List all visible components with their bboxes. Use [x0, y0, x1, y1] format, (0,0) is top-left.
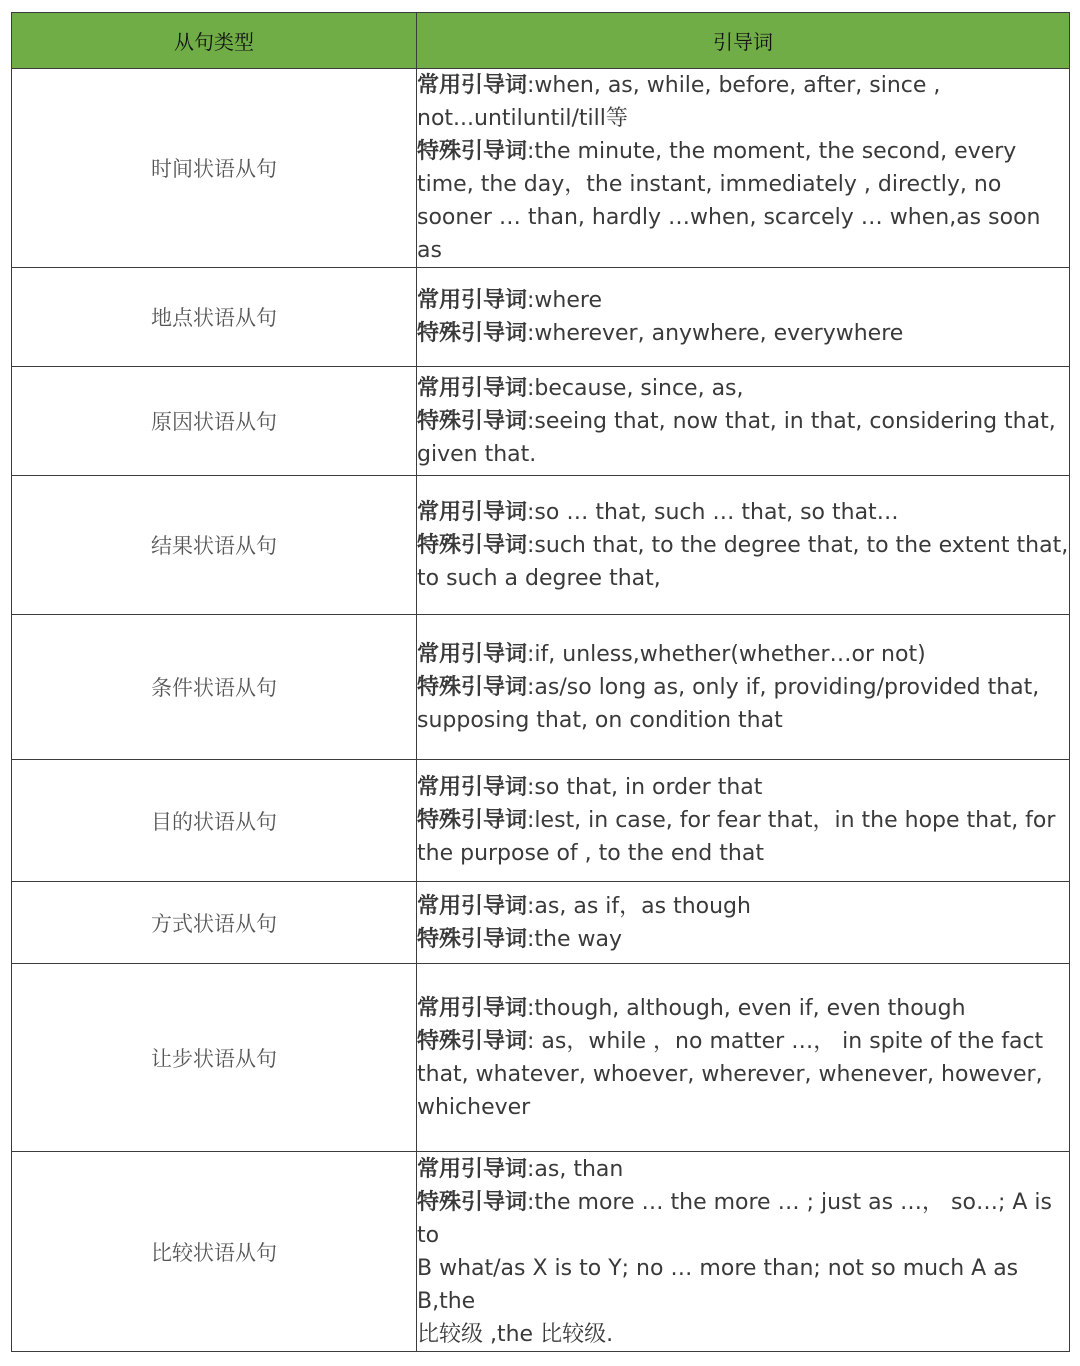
- clause-type-cell: 让步状语从句: [12, 964, 417, 1152]
- conjunction-label: 特殊引导词: [417, 674, 528, 700]
- conjunction-line: [417, 201, 1069, 267]
- conjunction-line: [417, 638, 1069, 671]
- clause-type-cell: 方式状语从句: [12, 882, 417, 964]
- conjunction-label: 特殊引导词: [417, 321, 528, 346]
- clause-type-cell: 目的状语从句: [12, 760, 417, 882]
- conjunction-line: [417, 69, 1069, 102]
- conjunction-label: 常用引导词: [417, 641, 528, 667]
- conjunction-text: :the minute, the moment, the second, every: [527, 139, 1017, 164]
- conjunctions-cell: [417, 964, 1070, 1152]
- header-clause-type: 从句类型: [12, 13, 417, 69]
- conjunctions-cell: [417, 760, 1070, 882]
- conjunctions-cell: [417, 476, 1070, 615]
- conjunction-text: :because, since, as,: [527, 375, 744, 401]
- conjunction-line: [417, 317, 1069, 350]
- conjunction-line: [417, 923, 1069, 956]
- conjunction-line: [417, 1153, 1069, 1186]
- conjunction-label: 特殊引导词: [417, 1189, 528, 1215]
- conjunction-line: [417, 529, 1069, 562]
- conjunction-text: given that.: [417, 441, 537, 467]
- clause-type-cell: 时间状语从句: [12, 69, 417, 268]
- conjunction-text: 比较级 ,the 比较级.: [417, 1321, 614, 1347]
- conjunctions-cell: [417, 1152, 1070, 1352]
- conjunction-text: :seeing that, now that, in that, considering that,: [527, 408, 1056, 434]
- conjunction-label: 特殊引导词: [417, 808, 528, 833]
- table-body: [12, 69, 1070, 1352]
- conjunction-line: [417, 1318, 1069, 1351]
- conjunction-line: [417, 284, 1069, 317]
- clause-table: [11, 12, 1070, 1352]
- conjunction-label: 常用引导词: [417, 893, 528, 919]
- conjunction-line: [417, 804, 1069, 837]
- conjunction-text: time, the day，the instant, immediately , directly, no: [417, 172, 1002, 197]
- conjunction-text: :the more … the more … ; just as …， so…; A is to: [417, 1189, 1052, 1248]
- conjunctions-cell: [417, 882, 1070, 964]
- conjunction-text: :if, unless,whether(whether…or not): [527, 641, 926, 667]
- conjunction-label: 常用引导词: [417, 1156, 528, 1182]
- conjunction-line: [417, 890, 1069, 923]
- conjunction-text: :as, than: [527, 1156, 624, 1182]
- conjunction-text: whichever: [417, 1094, 531, 1120]
- conjunction-line: [417, 1186, 1069, 1252]
- clause-type-cell: 条件状语从句: [12, 615, 417, 760]
- conjunction-text: to such a degree that,: [417, 565, 661, 591]
- conjunction-text: the purpose of , to the end that: [417, 841, 764, 866]
- conjunctions-cell: [417, 69, 1070, 268]
- table-row: [12, 1152, 1070, 1352]
- conjunction-label: 特殊引导词: [417, 408, 528, 434]
- conjunction-text: :such that, to the degree that, to the extent that,: [527, 532, 1069, 558]
- clause-type-cell: 比较状语从句: [12, 1152, 417, 1352]
- table-row: [12, 69, 1070, 268]
- conjunction-label: 常用引导词: [417, 73, 528, 98]
- conjunction-line: [417, 671, 1069, 704]
- conjunction-label: 常用引导词: [417, 499, 528, 525]
- conjunction-line: [417, 771, 1069, 804]
- conjunction-line: [417, 1252, 1069, 1318]
- table-row: [12, 964, 1070, 1152]
- conjunction-line: [417, 1091, 1069, 1124]
- conjunction-text: :the way: [527, 926, 623, 952]
- clause-type-cell: 地点状语从句: [12, 268, 417, 367]
- conjunction-text: that, whatever, whoever, wherever, whenever, however,: [417, 1061, 1043, 1087]
- conjunction-line: [417, 405, 1069, 438]
- conjunction-text: :as, as if，as though: [527, 893, 751, 919]
- table-row: [12, 476, 1070, 615]
- conjunction-line: [417, 704, 1069, 737]
- table-header: [12, 13, 1070, 69]
- conjunction-text: : as，while ，no matter …， in spite of the fact: [527, 1028, 1044, 1054]
- conjunction-line: [417, 135, 1069, 168]
- header-conjunctions: 引导词: [417, 13, 1070, 69]
- conjunctions-cell: [417, 615, 1070, 760]
- conjunction-line: [417, 1025, 1069, 1058]
- conjunction-line: [417, 102, 1069, 135]
- conjunction-line: [417, 496, 1069, 529]
- conjunction-line: [417, 837, 1069, 870]
- conjunction-line: [417, 168, 1069, 201]
- conjunction-label: 常用引导词: [417, 288, 528, 313]
- conjunction-line: [417, 992, 1069, 1025]
- conjunction-label: 特殊引导词: [417, 1028, 528, 1054]
- conjunction-label: 常用引导词: [417, 375, 528, 401]
- table-row: [12, 882, 1070, 964]
- clause-type-cell: 结果状语从句: [12, 476, 417, 615]
- conjunction-text: :though, although, even if, even though: [527, 995, 966, 1021]
- conjunction-text: :wherever, anywhere, everywhere: [527, 321, 904, 346]
- conjunction-text: B what/as X is to Y; no … more than; not so much A as B,the: [417, 1255, 1019, 1314]
- conjunction-text: :where: [527, 288, 602, 313]
- conjunction-text: :so … that, such … that, so that…: [527, 499, 899, 525]
- conjunction-text: :so that, in order that: [527, 775, 763, 800]
- conjunction-label: 常用引导词: [417, 995, 528, 1021]
- conjunction-text: :lest, in case, for fear that，in the hope that, for: [527, 808, 1056, 833]
- clause-type-cell: 原因状语从句: [12, 367, 417, 476]
- conjunction-text: :as/so long as, only if, providing/provided that,: [527, 674, 1040, 700]
- conjunction-line: [417, 1058, 1069, 1091]
- conjunction-label: 特殊引导词: [417, 926, 528, 952]
- conjunction-label: 特殊引导词: [417, 139, 528, 164]
- table-row: [12, 268, 1070, 367]
- conjunctions-cell: [417, 268, 1070, 367]
- table-row: [12, 760, 1070, 882]
- conjunction-text: not...untiluntil/till等: [417, 106, 628, 131]
- conjunction-line: [417, 438, 1069, 471]
- conjunction-label: 特殊引导词: [417, 532, 528, 558]
- header-row: [12, 13, 1070, 69]
- conjunction-line: [417, 562, 1069, 595]
- table-row: [12, 615, 1070, 760]
- conjunctions-cell: [417, 367, 1070, 476]
- conjunction-text: supposing that, on condition that: [417, 707, 783, 733]
- conjunction-line: [417, 372, 1069, 405]
- conjunction-text: :when, as, while, before, after, since ,: [527, 73, 941, 98]
- conjunction-text: sooner … than, hardly …when, scarcely … when,as soon as: [417, 205, 1041, 263]
- table-row: [12, 367, 1070, 476]
- conjunction-label: 常用引导词: [417, 775, 528, 800]
